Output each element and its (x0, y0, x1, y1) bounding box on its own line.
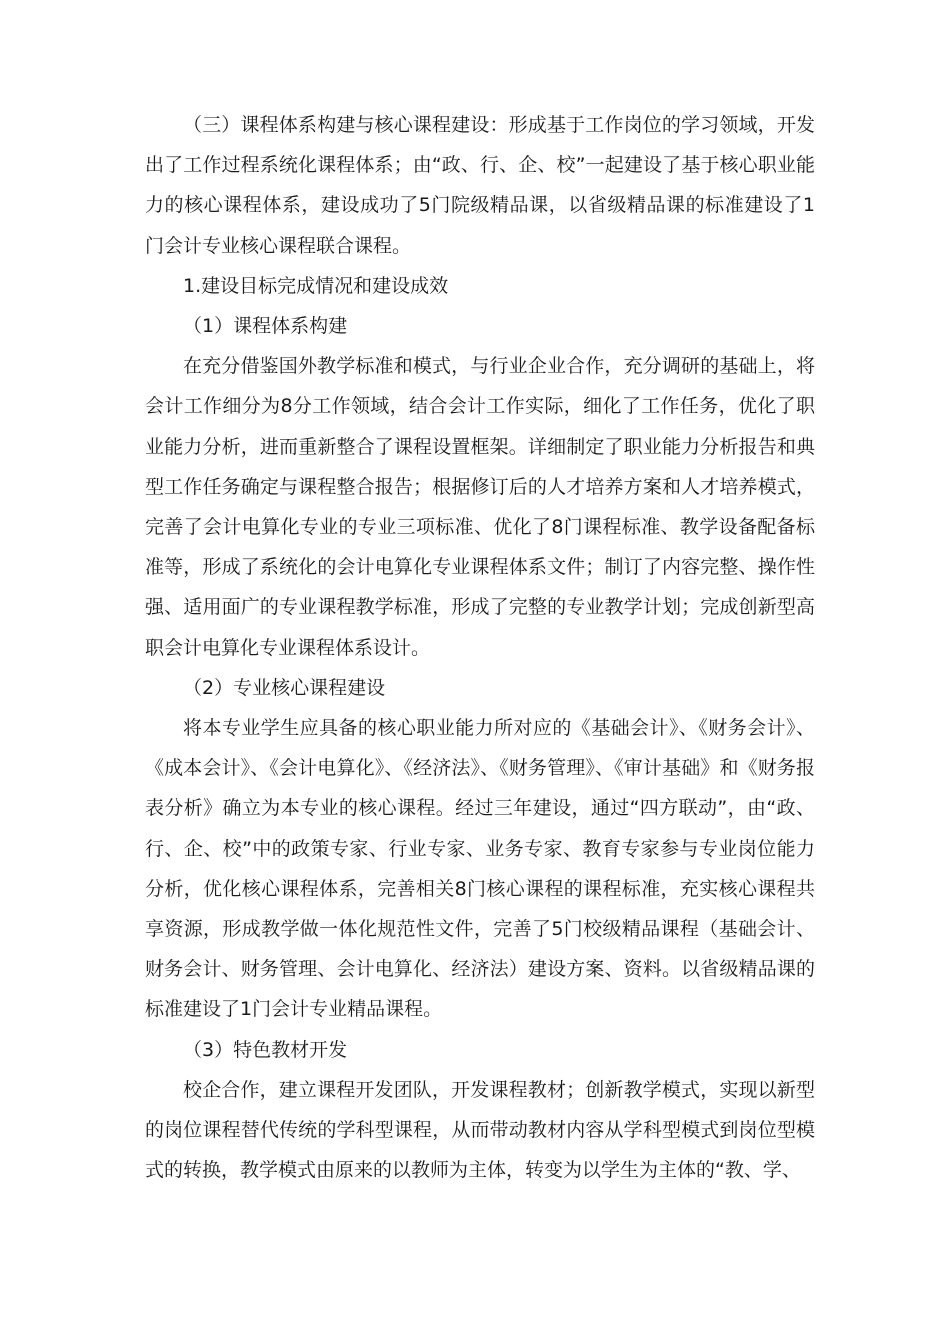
core-course-paragraph: 将本专业学生应具备的核心职业能力所对应的《基础会计》、《财务会计》、《成本会计》、《会计电算化》、《经济法》、《财务管理》、《审计基础》和《财务报表分析》确立为本专业的核心课程。经过三年建设，通过“四方联动”，由“政、行、企、校”中的政策专家、行业专家、业务专家、教育专家参与专业岗位能力分析，优化核心课程体系，完善相关8门核心课程的课程标准，充实核心课程共享资源，形成教学做一体化规范性文件，完善了5门校级精品课程（基础会计、财务会计、财务管理、会计电算化、经济法）建设方案、资料。以省级精品课的标准建设了1门会计专业精品课程。 (145, 717, 815, 1021)
core-course-heading: （2）专业核心课程建设 (183, 676, 386, 699)
course-system-heading: （1）课程体系构建 (183, 315, 348, 338)
textbook-heading: （3）特色教材开发 (183, 1038, 348, 1061)
textbook-paragraph: 校企合作，建立课程开发团队，开发课程教材；创新教学模式，实现以新型的岗位课程替代传统的学科型课程，从而带动教材内容从学科型模式到岗位型模式的转换，教学模式由原来的以教师为主体，转变为以学生为主体的“教、学、 (145, 1078, 815, 1182)
goal-completion-heading: 1.建设目标完成情况和建设成效 (183, 274, 449, 297)
section-three-intro-paragraph: （三）课程体系构建与核心课程建设：形成基于工作岗位的学习领域，开发出了工作过程系统化课程体系；由“政、行、企、校”一起建设了基于核心职业能力的核心课程体系，建设成功了5门院级精品课，以省级精品课的标准建设了1门会计专业核心课程联合课程。 (145, 114, 815, 257)
course-system-paragraph: 在充分借鉴国外教学标准和模式，与行业企业合作，充分调研的基础上，将会计工作细分为8分工作领域，结合会计工作实际，细化了工作任务，优化了职业能力分析，进而重新整合了课程设置框架。详细制定了职业能力分析报告和典型工作任务确定与课程整合报告；根据修订后的人才培养方案和人才培养模式，完善了会计电算化专业的专业三项标准、优化了8门课程标准、教学设备配备标准等，形成了系统化的会计电算化专业课程体系文件；制订了内容完整、操作性强、适用面广的专业课程教学标准，形成了完整的专业教学计划；完成创新型高职会计电算化专业课程体系设计。 (145, 355, 815, 659)
document-body (145, 105, 815, 1190)
